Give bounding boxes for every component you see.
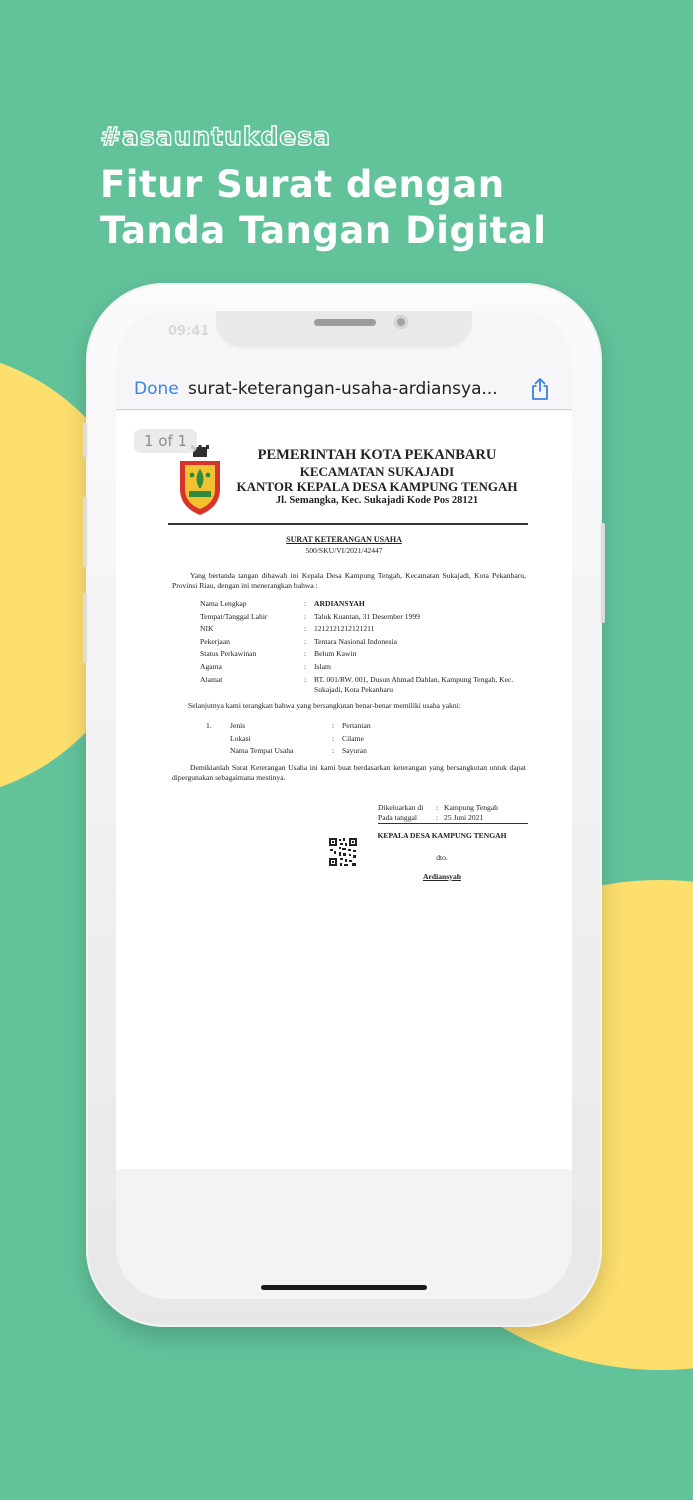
field-value: Taluk Kuantan, 31 Desember 1999 [314,611,420,621]
pekanbaru-emblem-icon [176,445,224,517]
viewer-navbar [116,369,572,410]
phone-frame [86,283,602,1327]
issued-at-value: Kampung Tengah [444,803,498,812]
volume-down-button [83,593,87,663]
field-value: RT. 001/RW. 001, Dusun Ahmad Dahlan, Kampung Tengah, Kec. Sukajadi, Kota Pekanbaru [314,674,514,694]
business-value: Sayuran [342,746,367,756]
mute-switch [83,423,87,457]
field-row: Alamat : RT. 001/RW. 001, Dusun Ahmad Dahlan, Kampung Tengah, Kec. Sukajadi, Kota Pekanbaru [200,675,530,695]
issued-at-label: Dikeluarkan di [378,803,424,812]
notch [216,311,472,347]
field-label: Pekerjaan [200,636,230,646]
letter-intro: Yang bertanda tangan dibawah ini Kepala Desa Kampung Tengah, Kecamatan Sukajadi, Kota Pekanbaru, Provinsi Riau, dengan ini menerangkan bahwa : [172,571,526,590]
field-value: Islam [314,661,331,671]
field-row: Pekerjaan : Tentara Nasional Indonesia [200,637,530,647]
status-time: 09:41 [168,324,210,339]
qr-code-icon [328,837,358,867]
field-value: 1212121212121211 [314,624,375,634]
business-label: Nama Tempat Usaha [230,746,294,756]
earpiece-speaker [314,319,376,326]
phone-screen [116,311,572,1299]
field-row: Tempat/Tanggal Lahir : Taluk Kuantan, 31 Desember 1999 [200,612,530,622]
business-label: Jenis [230,721,246,730]
field-label: Status Perkawinan [200,649,257,659]
signer-name: Ardiansyah [423,872,461,881]
letterhead-line-3: KANTOR KEPALA DESA KAMPUNG TENGAH [236,479,518,494]
promo-hashtag: #asauntukdesa [100,122,332,151]
letterhead-line-1: PEMERINTAH KOTA PEKANBARU [257,447,497,463]
viewer-background [116,1169,572,1299]
business-label: Lokasi [230,733,251,743]
letter-followup: Selanjutnya kami terangkan bahwa yang bersangkutan benar-benar memiliki usaha yakni: [188,701,461,710]
page-indicator: 1 of 1 [134,429,197,453]
letterhead-rule [168,523,528,525]
pdf-page[interactable] [116,411,572,1170]
headline-line-2: Tanda Tangan Digital [100,209,547,252]
headline-line-1: Fitur Surat dengan [100,163,505,206]
field-value: Belum Kawin [314,649,357,659]
promo-headline [100,162,660,254]
field-row: Status Perkawinan : Belum Kawin [200,649,530,659]
field-label: Agama [200,661,222,671]
letterhead [226,447,528,507]
field-value: Tentara Nasional Indonesia [314,636,397,646]
letter-number: 500/SKU/VI/2021/42447 [305,546,383,555]
field-label: Alamat [200,674,223,684]
business-row: Nama Tempat Usaha : Sayuran [230,746,367,756]
letterhead-address: Jl. Semangka, Kec. Sukajadi Kode Pos 28121 [275,495,479,506]
field-label: Nama Lengkap [200,599,247,608]
file-title: surat-keterangan-usaha-ardiansya... [188,379,498,399]
official-title: KEPALA DESA KAMPUNG TENGAH [377,831,507,840]
field-label: NIK [200,624,214,634]
volume-up-button [83,497,87,567]
business-row: Lokasi : Cilame [230,733,364,743]
field-row: Agama : Islam [200,662,530,672]
date-value: 25 Juni 2021 [444,813,484,822]
letter-closing: Demikianlah Surat Keterangan Usaha ini kami buat berdasarkan keterangan yang bersangkutan untuk dapat dipergunakan sebagaimana mestinya. [172,763,526,782]
business-number: 1. [206,721,212,730]
business-row: 1. Jenis : Pertanian [206,721,371,730]
business-value: Cilame [342,733,364,743]
field-row: NIK : 1212121212121211 [200,624,530,634]
date-label: Pada tanggal [378,813,418,822]
share-icon[interactable] [530,377,550,401]
letterhead-line-2: KECAMATAN SUKAJADI [299,464,455,479]
front-camera [394,315,408,329]
field-row: Nama Lengkap : ARDIANSYAH [200,599,530,609]
signature-dto: dto. [436,853,448,862]
issuance-block: Dikeluarkan di : Kampung Tengah Pada tanggal : 25 Juni 2021 [378,803,528,824]
field-value: ARDIANSYAH [314,599,365,608]
letter-title: SURAT KETERANGAN USAHA [286,535,402,544]
business-fields [206,721,506,759]
home-indicator[interactable] [261,1285,427,1290]
field-label: Tempat/Tanggal Lahir [200,611,268,621]
power-button [601,523,605,623]
business-value: Pertanian [342,721,371,730]
done-button[interactable]: Done [134,379,179,399]
personal-fields [200,599,530,697]
